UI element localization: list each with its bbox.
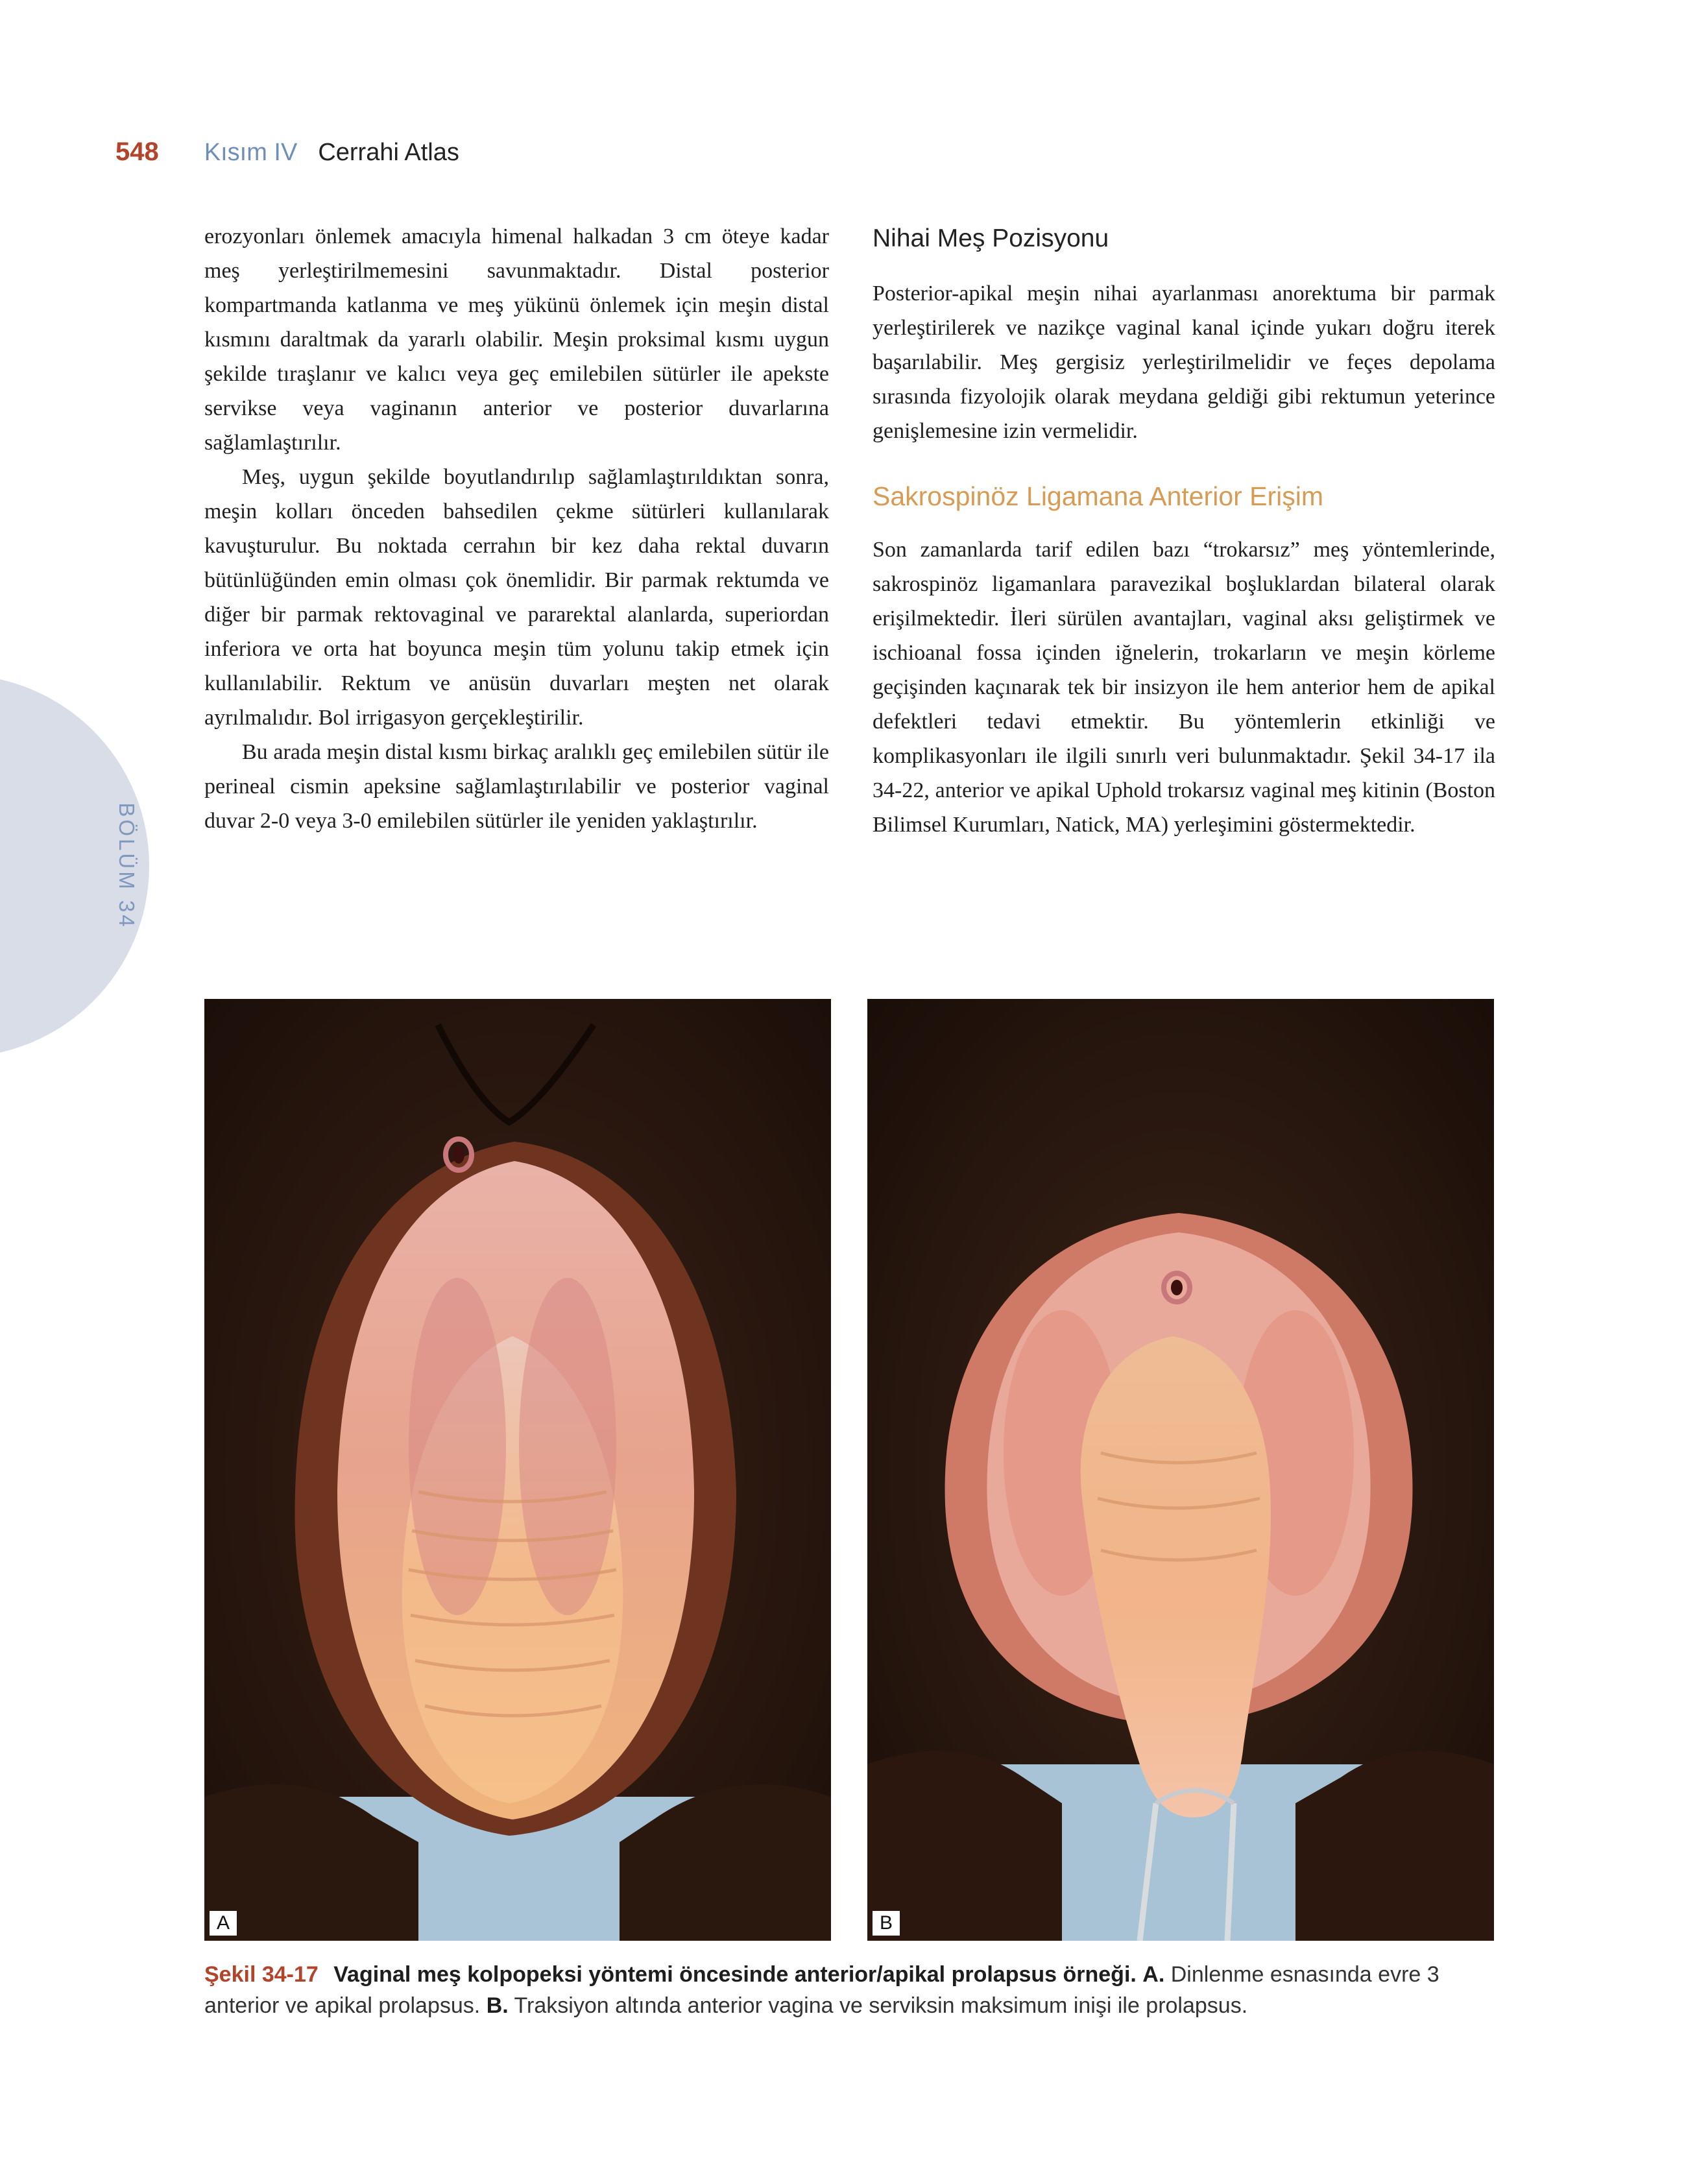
section-heading: Sakrospinöz Ligamana Anterior Erişim	[873, 481, 1324, 511]
figure-caption	[204, 1959, 1495, 2021]
caption-a-text: Dinlenme esnasında evre 3 anterior ve apikal prolapsus.	[204, 1962, 1439, 2018]
caption-number: Şekil 34-17	[204, 1962, 319, 1987]
right-text-column	[873, 219, 1495, 842]
subheading: Nihai Meş Pozisyonu	[873, 224, 1109, 252]
left-text-column	[204, 219, 829, 838]
surgical-photo-b	[867, 999, 1494, 1941]
part-title: Cerrahi Atlas	[318, 139, 459, 166]
paragraph: Meş, uygun şekilde boyutlandırılıp sağlamlaştırıldıktan sonra, meşin kolları önceden bahsedilen çekme sütürleri kullanılarak kavuşturulur. Bu noktada cerrahın bir kez daha rektal duvarın bütünlüğünden emin olması çok önemlidir. Bir parmak rektumda ve diğer bir parmak rektovaginal ve pararektal alanlarda, superiordan inferiora ve orta hat boyunca meşin tüm yolunu takip etmek için kullanılabilir. Rektum ve anüsün duvarları meşten net olarak ayrılmalıdır. Bol irrigasyon gerçekleştirilir.	[204, 465, 829, 730]
caption-b-text: Traksiyon altında anterior vagina ve serviksin maksimum inişi ile prolapsus.	[514, 1993, 1248, 2018]
caption-a-marker: A.	[1142, 1962, 1165, 1987]
panel-label-b: B	[873, 1911, 900, 1936]
chapter-tab-label: BÖLÜM 34	[115, 802, 139, 930]
caption-b-marker: B.	[486, 1993, 509, 2018]
paragraph: erozyonları önlemek amacıyla himenal halkadan 3 cm öteye kadar meş yerleştirilmemesini savunmaktadır. Distal posterior kompartmanda katlanma ve meş yükünü önlemek için meşin distal kısmını daraltmak da yararlı olabilir. Meşin proksimal kısmı uygun şekilde tıraşlanır ve kalıcı veya geç emilebilen sütürler ile apekste servikse veya vaginanın anterior ve posterior duvarlarına sağlamlaştırılır.	[204, 224, 829, 455]
figure-photo-a	[204, 999, 831, 1941]
page-number: 548	[115, 138, 159, 166]
part-label: Kısım IV	[204, 139, 298, 166]
panel-label-a: A	[210, 1911, 237, 1936]
paragraph: Posterior-apikal meşin nihai ayarlanması anorektuma bir parmak yerleştirilerek ve nazikçe vaginal kanal içinde yukarı doğru iterek başarılabilir. Meş gergisiz yerleştirilmelidir ve feçes depolama sırasında fizyolojik olarak meydana geldiği gibi rektumun yeterince genişlemesine izin vermelidir.	[873, 282, 1495, 443]
paragraph: Bu arada meşin distal kısmı birkaç aralıklı geç emilebilen sütür ile perineal cismin apeksine sağlamlaştırılabilir ve posterior vaginal duvar 2-0 veya 3-0 emilebilen sütürler ile yeniden yaklaştırılır.	[204, 740, 829, 833]
surgical-photo-a	[204, 999, 831, 1941]
figure-photo-b	[867, 999, 1494, 1941]
running-header	[115, 138, 459, 176]
caption-title: Vaginal meş kolpopeksi yöntemi öncesinde anterior/apikal prolapsus örneği.	[333, 1962, 1137, 1987]
paragraph: Son zamanlarda tarif edilen bazı “trokarsız” meş yöntemlerinde, sakrospinöz ligamanlara paravezikal boşluklardan bilateral olarak erişilmektedir. İleri sürülen avantajları, vaginal aksı geliştirmek ve ischioanal fossa içinden iğnelerin, trokarların ve meşin körleme geçişinden kaçınarak tek bir insizyon ile hem anterior hem de apikal defektleri tedavi etmektir. Bu yöntemlerin etkinliği ve komplikasyonları ile ilgili sınırlı veri bulunmaktadır. Şekil 34-17 ila 34-22, anterior ve apikal Uphold trokarsız vaginal meş kitinin (Boston Bilimsel Kurumları, Natick, MA) yerleşimini göstermektedir.	[873, 538, 1495, 837]
